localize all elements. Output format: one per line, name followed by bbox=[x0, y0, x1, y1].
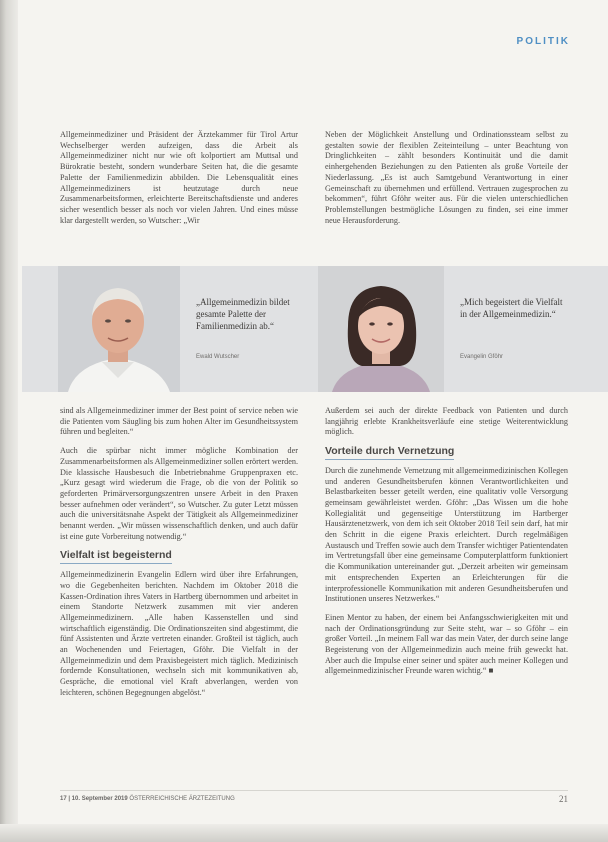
page-shadow-bottom bbox=[0, 824, 608, 842]
issue-date: 17 | 10. September 2019 bbox=[60, 796, 128, 802]
pull-quote-wutscher: „Allgemeinmedizin bildet gesamte Palette der Familienmedizin ab.“ bbox=[196, 297, 290, 331]
paragraph: Allgemeinmediziner und Präsident der Ärztekammer für Tirol Artur Wechselberger werden aufzeigen, dass die Arbeit als Allgemeinmediziner nicht nur wie oft kolportiert am Muttsal und Bürokratie besteht, sondern wunderbare Seiten hat, die die gesamte Palette der Familienmedizin abbilden. Die Lebensqualität eines Allgemeinmediziners ist heutzutage durch neue Zusammenarbeitsformen, erleichterte Bereitschaftsdienste und anderes sicher wesentlich besser als noch vor vielen Jahren. Und eines müsse klar dargestellt werden, so Wutscher: „Wir bbox=[60, 130, 298, 225]
paragraph: Allgemeinmedizinerin Evangelin Edlern wird über ihre Erfahrungen, wo die Gegebenheiten berichten. Nachdem im Oktober 2018 die Kassen-Ordination ihres Vaters in Hartberg übernommen und arbeitet in einem Standorte Netzwerk zusammen mit vier anderen Allgemeinmedizinern. „Alle haben Kassenstellen und sind wirtschaftlich eigenständig. Die Ordinationszeiten sind abgestimmt, die fünf Assistenten und Ärzte vertreten einander. Großteil ist täglich, auch an Wochenenden und Feiertagen, Gföhr. Die Vielfalt in der Allgemeinmedizin und dem Praxisbegeistert mich täglich. Medizinisch fordernde Konsultationen, wechseln sich mit kommunikativen ab, Gespräche, die emotional viel Kraft abverlangen, werden von leichteren, schönen Begegnungen abgelöst.“ bbox=[60, 570, 298, 697]
publication-name: ÖSTERREICHISCHE ÄRZTEZEITUNG bbox=[129, 796, 235, 802]
paragraph: Auch die spürbar nicht immer mögliche Kombination der Zusammenarbeitsformen als Allgemeinmediziner sollen erörtert werden. Die klassische Hausbesuch die Inbetriebnahme Gruppenpraxen etc. „Kurz gesagt wird wiederum die Frage, ob die von der Politik so geforderten Primärversorgungszentren unsere Arbeit in den Praxen besser aufnehmen oder verändert“, so Wutscher. Zu guter Letzt müssen auch die universitätsnahe Aspekt der Tätigkeit als Allgemeinmediziner benannt werden. „Wir müssen wissenschaftlich denken, und auch dafür ist eine gute Vorbereitung notwendig.“ bbox=[60, 446, 298, 541]
portrait-gfoehr bbox=[318, 266, 444, 392]
subheading: Vorteile durch Vernetzung bbox=[325, 446, 454, 460]
paragraph: sind als Allgemeinmediziner immer der Best point of service neben wie die Patienten vom Säugling bis zum hohen Alter im Gesundheitssystem führen und begleiten.“ bbox=[60, 406, 298, 437]
page-number: 21 bbox=[559, 794, 568, 804]
footer-issue bbox=[60, 796, 235, 802]
lower-right-column bbox=[325, 406, 568, 685]
top-left-column bbox=[60, 130, 298, 234]
quote-author: Evangelin Gföhr bbox=[460, 354, 504, 360]
footer-divider bbox=[60, 790, 568, 791]
portrait-wutscher bbox=[58, 266, 180, 392]
lower-left-column bbox=[60, 406, 298, 707]
top-right-column bbox=[325, 130, 568, 234]
quote-author: Ewald Wutscher bbox=[196, 354, 240, 360]
paragraph: Einen Mentor zu haben, der einem bei Anfangsschwierigkeiten mit und nach der Ordinationsgründung zur Seite steht, war – so Gföhr – ein großer Vorteil. „In meinem Fall war das mein Vater, der durch seine lange Begeisterung von der Allgemeinmedizin auch meine früh geweckt hat. Aber auch die Impulse einer seiner und später auch meiner Kollegen und allgemeinmedizinischer Freunde waren wichtig.“ ■ bbox=[325, 612, 568, 676]
subheading: Vielfalt ist begeisternd bbox=[60, 550, 172, 564]
paragraph: Durch die zunehmende Vernetzung mit allgemeinmedizinischen Kollegen und anderen Gesundheitsberufen können Verantwortlichkeiten und Belastbarkeiten besser geteilt werden, eine qualitativ volle Versorgung gemeinsam gewährleistet werden. Gföhr: „Das Wissen um die hohe Kollegialität und gegenseitige Unterstützung im Hartberger Hausärztenetzwerk, von dem ich seit Oktober 2018 Teil sein darf, hat mir den Schritt in die eigene Praxis erleichtert. Durch regelmäßigen Austausch und Treffen sowie auch dem Transfer wichtiger Patientendaten im Vertretungsfall über eine gemeinsame Computerplattform funktioniert die Kommunikation untereinander gut. „Derzeit arbeiten wir gemeinsam mit entsprechenden Experten an Erleichterungen für die interprofessionelle Kommunikation mit anderen Gesundheitsberufen und Institutionen unseres Netzwerkes.“ bbox=[325, 465, 568, 604]
section-label: POLITIK bbox=[516, 36, 570, 47]
page-shadow-left bbox=[0, 0, 18, 842]
paragraph: Neben der Möglichkeit Anstellung und Ordinationssteam selbst zu gestalten sowie der flexiblen Zeiteinteilung – unter Beachtung von Dringlichkeiten – zählt besonders Kontinuität und die damit einhergehenden Beziehungen zu den Patienten als große Vorteile der Niederlassung. „Es ist auch Samtgebund Verantwortung in einer Gemeinschaft zu übernehmen und erfüllend. Vertrauen zugesprochen zu bekommen“, führt Gföhr weiter aus. Für die vielen unterschiedlichen Problemstellungen bestmögliche Lösungen zu finden, sei eine immer neue Herausforderung. bbox=[325, 130, 568, 225]
pull-quote-gfoehr: „Mich begeistert die Vielfalt in der Allgemeinmedizin.“ bbox=[460, 297, 563, 319]
paragraph: Außerdem sei auch der direkte Feedback von Patienten und durch langjährig erlebte Krankheitsverläufe eine stetige Weiterentwicklung möglich. bbox=[325, 406, 568, 437]
